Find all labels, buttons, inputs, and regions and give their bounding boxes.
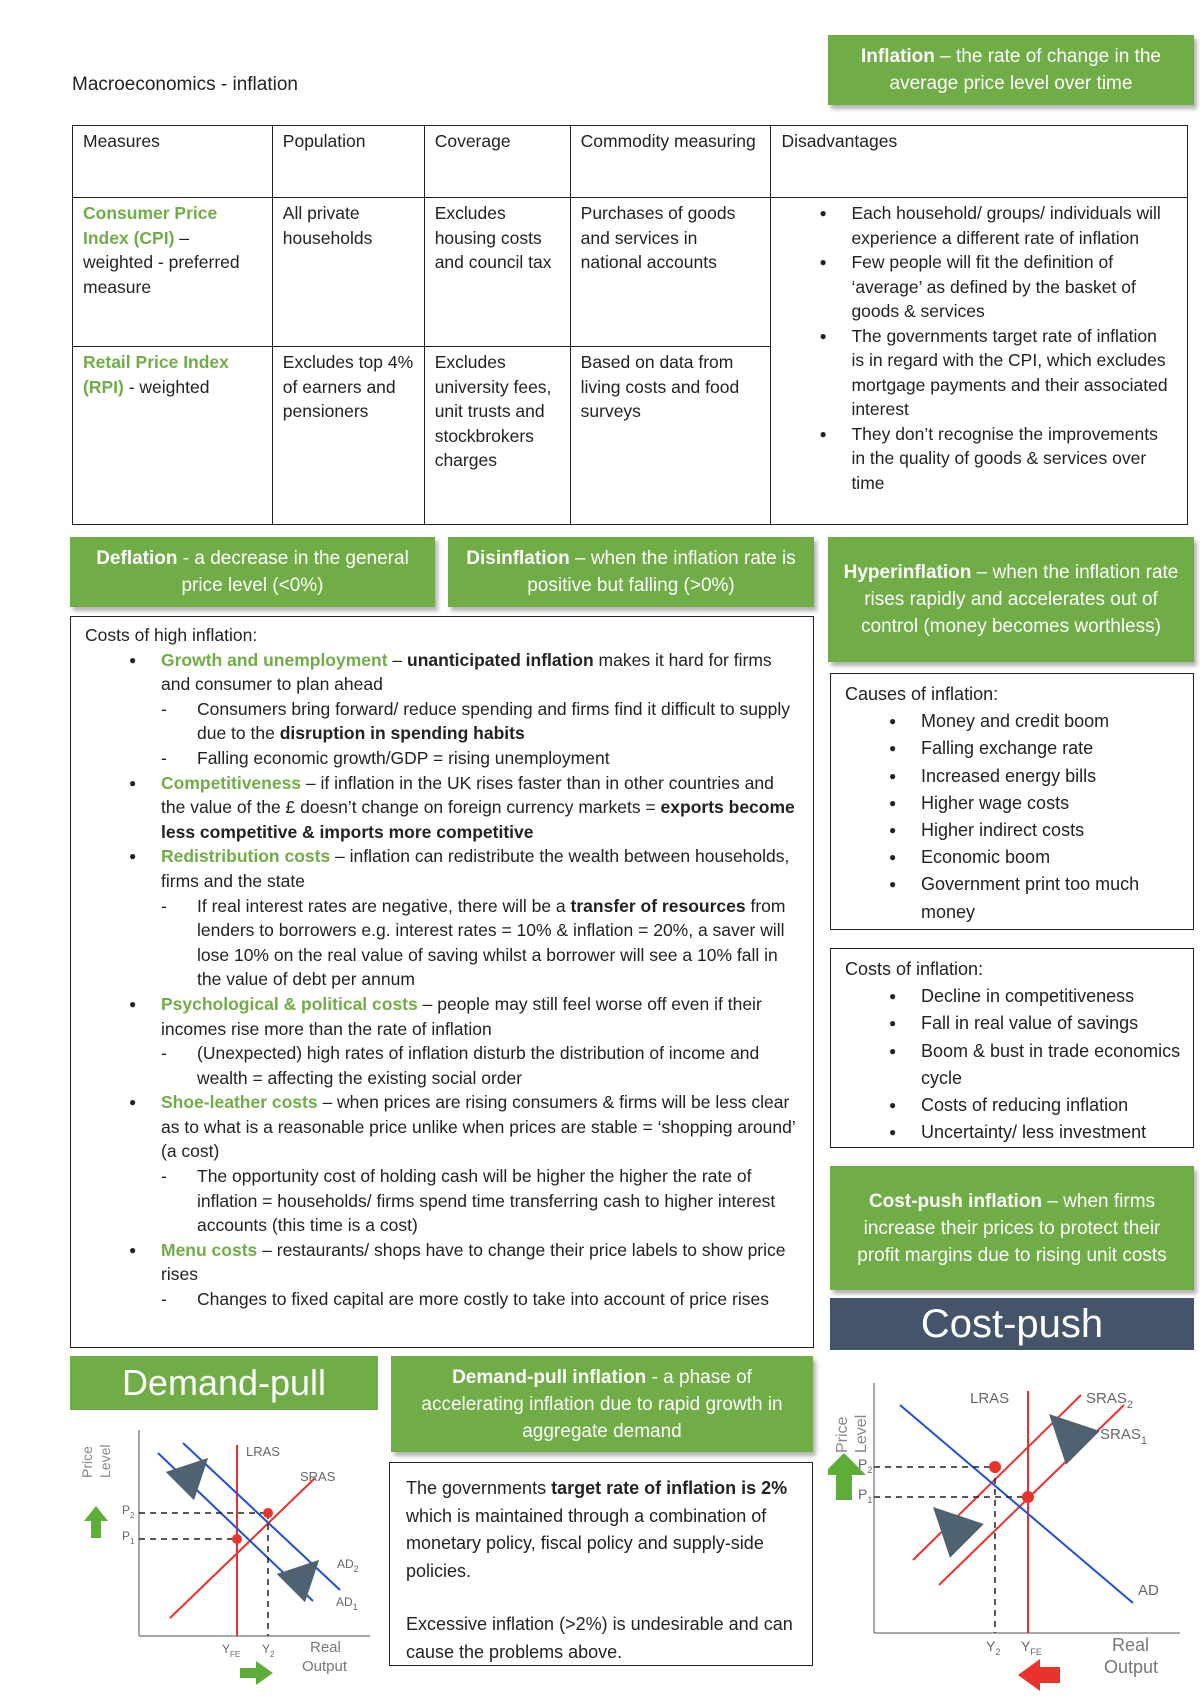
cpi-population: All private households: [272, 198, 424, 347]
sras-label: SRAS: [300, 1469, 336, 1484]
list-item: ● Fall in real value of savings: [879, 1010, 1181, 1037]
p1-subscript: 1: [867, 1495, 873, 1505]
p1-text: P: [122, 1529, 131, 1543]
text: makes it hard for firms and consumer to plan ahead: [161, 649, 772, 695]
p2-subscript: 2: [130, 1511, 135, 1520]
deflation-definition: [70, 537, 435, 607]
list-item: [119, 844, 801, 992]
x-axis-label-output: Output: [302, 1658, 348, 1675]
p2-subscript: 2: [867, 1465, 873, 1475]
header-population: Population: [272, 126, 424, 198]
text: disruption in spending habits: [279, 723, 525, 744]
cost-push-definition: [830, 1166, 1194, 1290]
x-axis-label-real: Real: [310, 1639, 341, 1656]
cpi-name-rest: – weighted - preferred measure: [83, 227, 240, 297]
sub-item: - The opportunity cost of holding cash will be higher the higher the rate of inflation = households/ firms spend time transferring cash to higher interest accounts (this time is a cost): [161, 1164, 801, 1238]
yfe-text: Y: [222, 1642, 231, 1656]
equilibrium-point-1: [232, 1534, 242, 1544]
list-item: [119, 648, 801, 771]
list-item: ● Economic boom: [879, 844, 1181, 871]
target-rate-box: [389, 1462, 813, 1666]
costs-high-heading: Costs of high inflation:: [85, 625, 258, 645]
costs-of-inflation-box: [830, 948, 1194, 1148]
demand-pull-term: Demand-pull inflation: [452, 1366, 647, 1388]
y-axis-label-price: Price: [79, 1446, 95, 1478]
y2-text: Y: [986, 1638, 996, 1654]
causes-list: [845, 708, 1181, 926]
rpi-commodity: Based on data from living costs and food surveys: [570, 347, 771, 525]
yfe-label: [1021, 1638, 1042, 1657]
y2-text: Y: [262, 1642, 271, 1656]
cpi-commodity: Purchases of goods and services in national accounts: [570, 198, 771, 347]
cost-push-term: Cost-push inflation: [868, 1190, 1043, 1212]
output-right-arrow-icon: [240, 1661, 273, 1685]
table-header-row: [73, 126, 1188, 198]
p2-label: [122, 1503, 135, 1520]
yfe-subscript: FE: [1030, 1647, 1042, 1657]
ad2-subscript: 2: [353, 1564, 359, 1574]
text: transfer of resources: [570, 895, 746, 916]
list-item: ● Few people will fit the definition of ‘average’ as defined by the basket of goods & services: [809, 250, 1169, 324]
list-item: [119, 992, 801, 1090]
list-item: ● Decline in competitiveness: [879, 983, 1181, 1010]
text: – if inflation in the UK rises faster than in other countries and the value of the £ doesn’t change on foreign currency markets =: [161, 772, 774, 818]
p2-text: P: [858, 1456, 868, 1472]
y-axis-label-price: Price: [834, 1416, 851, 1453]
shoe-leather-label: Shoe-leather costs: [161, 1092, 318, 1113]
sub-item: [161, 894, 801, 992]
sub-list: [161, 1041, 801, 1090]
text: The governments: [406, 1478, 552, 1498]
disadvantages-list: [781, 201, 1169, 495]
causes-heading: Causes of inflation:: [845, 684, 999, 704]
text: – inflation can redistribute the wealth between households, firms and the state: [161, 846, 790, 891]
sub-item: - (Unexpected) high rates of inflation disturb the distribution of income and wealth = affecting the existing social order: [161, 1041, 801, 1090]
list-item: ● Higher wage costs: [879, 790, 1181, 817]
list-item: ● Higher indirect costs: [879, 817, 1181, 844]
sub-list: [161, 894, 801, 992]
inflation-definition: [828, 35, 1194, 105]
text: – when prices are rising consumers & firms will be less clear as to what is a reasonable price unlike when prices are stable = ‘shopping around’ (a cost): [161, 1092, 796, 1162]
inflation-term: Inflation: [861, 46, 935, 67]
cost-push-diagram: [828, 1375, 1200, 1696]
disinflation-def-text: – when the inflation rate is positive but falling (>0%): [527, 548, 796, 596]
hyperinflation-term: Hyperinflation: [843, 562, 972, 583]
equilibrium-point-2: [263, 1508, 273, 1518]
text: If real interest rates are negative, there will be a: [197, 895, 571, 916]
sras-shift-arrow-icon: [1066, 1431, 1080, 1445]
header-disadvantages: Disadvantages: [771, 126, 1188, 198]
ad2-line: [183, 1443, 340, 1590]
disadvantages-cell: [771, 198, 1188, 525]
sub-list: [161, 697, 801, 771]
deflation-term: Deflation: [96, 548, 178, 569]
p2-text: P: [122, 1503, 131, 1517]
header-coverage: Coverage: [424, 126, 570, 198]
text: exports become less competitive & imports more competitive: [161, 797, 795, 842]
list-item: ● Money and credit boom: [879, 708, 1181, 735]
spacer: [406, 1585, 796, 1611]
demand-pull-diagram: [70, 1418, 390, 1696]
disinflation-definition: [448, 537, 814, 607]
ad-label: AD: [1138, 1582, 1159, 1599]
cost-push-def-text: – when firms increase their prices to protect their profit margins due to rising unit costs: [857, 1190, 1167, 1266]
list-item: [119, 771, 801, 845]
yfe-text: Y: [1021, 1638, 1031, 1654]
sras2-subscript: 2: [1126, 1399, 1133, 1411]
sras2-text: SRAS: [1086, 1390, 1127, 1407]
text: from lenders to borrowers e.g. interest rates = 10% & inflation = 20%, a saver will lose 10% on the real value of saving whilst a borrower will see a 10% fall in the value of debt per annum: [197, 895, 786, 990]
list-item: ● Government print too much money: [879, 871, 1181, 925]
competitiveness-label: Competitiveness: [161, 772, 302, 793]
rpi-name-rest: - weighted: [123, 376, 210, 397]
redistribution-costs-label: Redistribution costs: [161, 846, 331, 867]
equilibrium-point-1: [1022, 1491, 1034, 1503]
demand-pull-definition: [391, 1356, 813, 1452]
cpi-name: Consumer Price Index (CPI): [83, 203, 218, 248]
lras-label: LRAS: [246, 1444, 280, 1459]
y2-label: [262, 1642, 275, 1659]
rpi-measure: [73, 347, 273, 525]
list-item: ● Falling exchange rate: [879, 735, 1181, 762]
menu-costs-label: Menu costs: [161, 1239, 258, 1260]
ad2-text: AD: [337, 1557, 354, 1571]
p1-label: [122, 1529, 135, 1546]
sras-shift-arrow-icon: [950, 1524, 964, 1538]
price-up-arrow-icon: [84, 1506, 108, 1538]
demand-pull-banner: Demand-pull: [70, 1356, 378, 1410]
y2-label: [986, 1638, 1000, 1657]
cpi-measure: [73, 198, 273, 347]
yfe-label: [222, 1642, 240, 1659]
demand-pull-def-text: - a phase of accelerating inflation due to rapid growth in aggregate demand: [421, 1366, 783, 1442]
y2-subscript: 2: [995, 1647, 1001, 1657]
growth-unemployment-label: Growth and unemployment: [161, 649, 388, 670]
x-axis-label-output: Output: [1104, 1657, 1159, 1677]
sub-item: [161, 697, 801, 746]
p1-subscript: 1: [130, 1537, 135, 1546]
rpi-name: Retail Price Index (RPI): [83, 352, 229, 397]
cpi-coverage: Excludes housing costs and council tax: [424, 198, 570, 347]
header-commodity: Commodity measuring: [570, 126, 771, 198]
text: – people may still feel worse off even if their incomes rise more than the rate of inflation: [161, 993, 762, 1039]
list-item: ● Boom & bust in trade economics cycle: [879, 1038, 1181, 1092]
text: – restaurants/ shops have to change their price labels to show price rises: [161, 1239, 786, 1285]
excessive-inflation-paragraph: Excessive inflation (>2%) is undesirable and can cause the problems above.: [406, 1614, 793, 1662]
inflation-def-text: – the rate of change in the average price level over time: [889, 46, 1161, 94]
ad1-subscript: 1: [352, 1602, 358, 1612]
p1-text: P: [858, 1486, 868, 1502]
sub-item: - Changes to fixed capital are more costly to take into account of price rises: [161, 1287, 801, 1312]
ad-line: [900, 1405, 1133, 1603]
sub-list: [161, 1164, 801, 1238]
yfe-subscript: FE: [230, 1650, 241, 1659]
sras2-label: [1086, 1390, 1133, 1411]
ad-shift-arrow-icon: [180, 1472, 194, 1486]
sras1-label: [1100, 1426, 1147, 1447]
costs-of-high-inflation-box: [70, 616, 814, 1348]
sras1-text: SRAS: [1100, 1426, 1141, 1443]
ad2-label: [337, 1557, 359, 1574]
equilibrium-point-2: [989, 1461, 1001, 1473]
list-item: ● Costs of reducing inflation: [879, 1092, 1181, 1119]
list-item: ● Each household/ groups/ individuals will experience a different rate of inflation: [809, 201, 1169, 250]
disinflation-term: Disinflation: [466, 548, 570, 569]
text: Consumers bring forward/ reduce spending and firms find it difficult to supply due to the: [197, 698, 791, 744]
table-row-cpi: [73, 198, 1188, 347]
rpi-coverage: Excludes university fees, unit trusts and stockbrokers charges: [424, 347, 570, 525]
list-item: ● Increased energy bills: [879, 763, 1181, 790]
p1-label: [858, 1486, 872, 1505]
y-axis-label-level: Level: [97, 1444, 113, 1478]
output-left-arrow-icon: [1018, 1659, 1060, 1691]
costs-list: [845, 983, 1181, 1146]
text: which is maintained through a combination of monetary policy, fiscal policy and supply-side policies.: [406, 1505, 767, 1581]
causes-of-inflation-box: [830, 673, 1194, 930]
header-measures: Measures: [73, 126, 273, 198]
ad1-text: AD: [336, 1595, 353, 1609]
hyperinflation-def-text: – when the inflation rate rises rapidly and accelerates out of control (money becomes worthless): [861, 562, 1179, 637]
y2-subscript: 2: [270, 1650, 275, 1659]
list-item: ● The governments target rate of inflation is in regard with the CPI, which excludes mortgage payments and their associated interest: [809, 324, 1169, 422]
page-title: Macroeconomics - inflation: [72, 74, 298, 95]
target-rate-highlight: target rate of inflation is 2%: [551, 1478, 788, 1498]
sub-item: - Falling economic growth/GDP = rising unemployment: [161, 746, 801, 771]
cost-push-banner: Cost-push: [830, 1298, 1194, 1350]
text: –: [387, 649, 408, 670]
rpi-population: Excludes top 4% of earners and pensioners: [272, 347, 424, 525]
deflation-def-text: - a decrease in the general price level (<0%): [177, 548, 409, 596]
list-item: [119, 1090, 801, 1238]
psychological-political-label: Psychological & political costs: [161, 993, 418, 1014]
ad1-line: [158, 1453, 313, 1601]
ad1-label: [336, 1595, 358, 1612]
y-axis-label-level: Level: [853, 1414, 870, 1453]
target-paragraph: [406, 1475, 796, 1585]
sras2-line: [913, 1395, 1081, 1560]
sub-list: [161, 1287, 801, 1312]
text: unanticipated inflation: [407, 649, 594, 670]
list-item: ● Uncertainty/ less investment: [879, 1119, 1181, 1146]
hyperinflation-definition: [828, 537, 1194, 662]
costs-high-list: [85, 648, 801, 1312]
lras-label: LRAS: [970, 1390, 1010, 1407]
list-item: [119, 1238, 801, 1312]
measures-table: [72, 125, 1188, 525]
x-axis-label-real: Real: [1112, 1635, 1150, 1655]
list-item: ● They don’t recognise the improvements in the quality of goods & services over time: [809, 422, 1169, 496]
sras1-subscript: 1: [1140, 1435, 1147, 1447]
costs-heading: Costs of inflation:: [845, 959, 984, 979]
